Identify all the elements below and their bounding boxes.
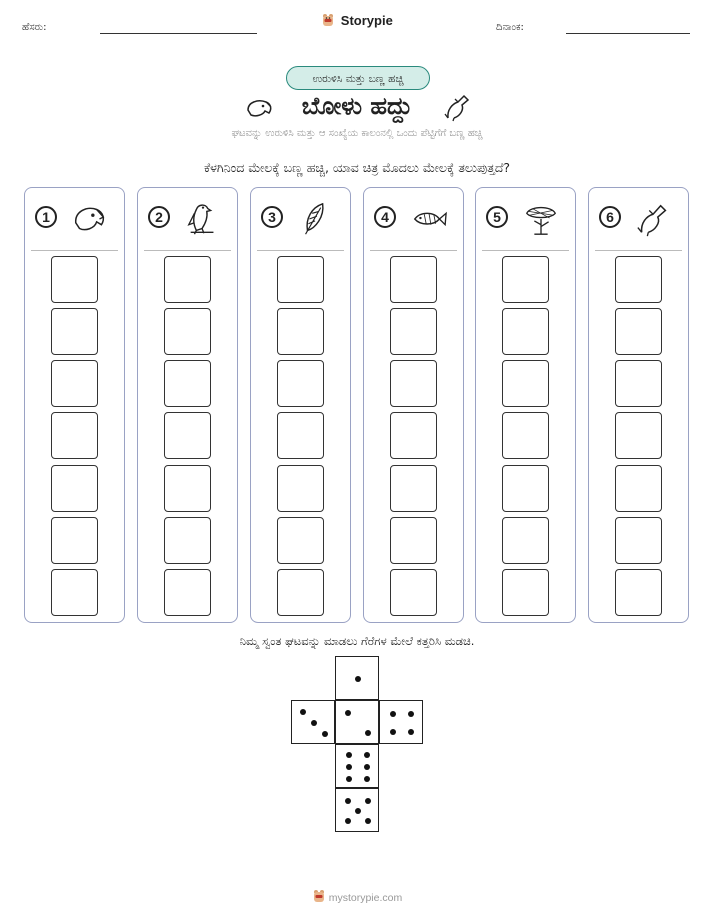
- die-pip: [390, 711, 396, 717]
- die-pip: [364, 776, 370, 782]
- column-divider: [595, 250, 682, 251]
- die-face-6: [335, 744, 379, 788]
- die-pip: [322, 731, 328, 737]
- cut-fold-instruction: ನಿಮ್ಮ ಸ್ವಂತ ಘಟವನ್ನು ಮಾಡಲು ಗೆರೆಗಳ ಮೇಲೆ ಕತ್ತರಿಸಿ ಮಡಚಿ.: [239, 634, 475, 648]
- color-box[interactable]: [277, 517, 324, 564]
- color-box[interactable]: [164, 360, 211, 407]
- die-face-3: [291, 700, 335, 744]
- date-label: ದಿನಾಂಕ:: [496, 22, 524, 33]
- die-pip: [364, 752, 370, 758]
- color-box[interactable]: [277, 308, 324, 355]
- color-box[interactable]: [615, 256, 662, 303]
- brand-logo: [0, 13, 714, 28]
- column-divider: [31, 250, 118, 251]
- color-box[interactable]: [164, 412, 211, 459]
- color-box[interactable]: [164, 465, 211, 512]
- die-pip: [365, 730, 371, 736]
- die-pip: [311, 720, 317, 726]
- activity-pill: ಉರುಳಿಸಿ ಮತ್ತು ಬಣ್ಣ ಹಚ್ಚಿ: [286, 66, 430, 90]
- color-box[interactable]: [277, 256, 324, 303]
- feather-icon: [295, 200, 337, 238]
- color-box[interactable]: [615, 517, 662, 564]
- color-box[interactable]: [51, 412, 98, 459]
- color-box[interactable]: [51, 256, 98, 303]
- column-4: [363, 187, 464, 623]
- color-box[interactable]: [390, 569, 437, 616]
- color-box[interactable]: [615, 465, 662, 512]
- color-box[interactable]: [502, 517, 549, 564]
- color-box[interactable]: [164, 569, 211, 616]
- eagle-head-icon: [69, 200, 111, 238]
- die-pip: [346, 752, 352, 758]
- die-pip: [300, 709, 306, 715]
- die-face-5: [335, 788, 379, 832]
- die-pip: [365, 818, 371, 824]
- color-box[interactable]: [390, 256, 437, 303]
- date-line[interactable]: [566, 33, 690, 34]
- color-box[interactable]: [390, 360, 437, 407]
- talon-icon: [633, 200, 675, 238]
- color-box[interactable]: [164, 256, 211, 303]
- color-box[interactable]: [615, 360, 662, 407]
- column-3: [250, 187, 351, 623]
- fish-icon: [408, 200, 450, 238]
- column-5: [475, 187, 576, 623]
- column-2: [137, 187, 238, 623]
- die-face-4: [379, 700, 423, 744]
- color-box[interactable]: [277, 465, 324, 512]
- die-face-2: [335, 700, 379, 744]
- talon-icon: [442, 92, 472, 122]
- die-pip: [345, 798, 351, 804]
- die-pip: [355, 808, 361, 814]
- color-box[interactable]: [502, 465, 549, 512]
- color-box[interactable]: [615, 308, 662, 355]
- die-face-1: [335, 656, 379, 700]
- color-box[interactable]: [615, 569, 662, 616]
- color-box[interactable]: [277, 360, 324, 407]
- die-pip: [365, 798, 371, 804]
- column-number: 3: [261, 206, 283, 228]
- color-box[interactable]: [502, 569, 549, 616]
- color-box[interactable]: [164, 308, 211, 355]
- column-number: 6: [599, 206, 621, 228]
- color-box[interactable]: [390, 308, 437, 355]
- color-box[interactable]: [164, 517, 211, 564]
- color-box[interactable]: [277, 412, 324, 459]
- column-number: 4: [374, 206, 396, 228]
- footer-url[interactable]: mystorypie.com: [328, 892, 403, 904]
- column-6: [588, 187, 689, 623]
- column-number: 1: [35, 206, 57, 228]
- color-box[interactable]: [51, 569, 98, 616]
- die-pip: [345, 818, 351, 824]
- nest-on-tree-icon: [520, 200, 562, 238]
- color-box[interactable]: [51, 517, 98, 564]
- die-pip: [345, 710, 351, 716]
- color-box[interactable]: [277, 569, 324, 616]
- column-1: [24, 187, 125, 623]
- column-divider: [370, 250, 457, 251]
- name-label: ಹೆಸರು:: [22, 22, 47, 33]
- brand-name: Storypie: [340, 13, 393, 28]
- color-box[interactable]: [502, 308, 549, 355]
- die-pip: [408, 711, 414, 717]
- footer: [0, 889, 714, 904]
- column-number: 2: [148, 206, 170, 228]
- storypie-mascot-icon: [312, 889, 326, 903]
- color-box[interactable]: [390, 465, 437, 512]
- question: ಕೆಳಗಿನಿಂದ ಮೇಲಕ್ಕೆ ಬಣ್ಣ ಹಚ್ಚಿ, ಯಾವ ಚಿತ್ರ ಮೊದಲು ಮೇಲಕ್ಕೆ ತಲುಪುತ್ತದೆ?: [203, 160, 511, 175]
- die-pip: [364, 764, 370, 770]
- eagle-perched-icon: [182, 200, 224, 238]
- subtitle: ಘಟವನ್ನು ಉರುಳಿಸಿ ಮತ್ತು ಆ ಸಂಖ್ಯೆಯ ಕಾಲಂನಲ್ಲಿ ಒಂದು ಪೆಟ್ಟಿಗೆಗೆ ಬಣ್ಣ ಹಚ್ಚಿ: [231, 128, 483, 139]
- die-pip: [346, 764, 352, 770]
- color-box[interactable]: [51, 465, 98, 512]
- column-divider: [482, 250, 569, 251]
- name-line[interactable]: [100, 33, 257, 34]
- color-box[interactable]: [390, 517, 437, 564]
- storypie-mascot-icon: [321, 13, 335, 27]
- color-box[interactable]: [502, 256, 549, 303]
- die-pip: [408, 729, 414, 735]
- column-divider: [257, 250, 344, 251]
- column-divider: [144, 250, 231, 251]
- die-pip: [390, 729, 396, 735]
- color-box[interactable]: [390, 412, 437, 459]
- color-box[interactable]: [51, 360, 98, 407]
- die-pip: [355, 676, 361, 682]
- column-number: 5: [486, 206, 508, 228]
- color-box[interactable]: [51, 308, 98, 355]
- die-pip: [346, 776, 352, 782]
- color-box[interactable]: [615, 412, 662, 459]
- page-title: ಬೋಳು ಹದ್ದು: [301, 92, 413, 120]
- color-box[interactable]: [502, 412, 549, 459]
- color-box[interactable]: [502, 360, 549, 407]
